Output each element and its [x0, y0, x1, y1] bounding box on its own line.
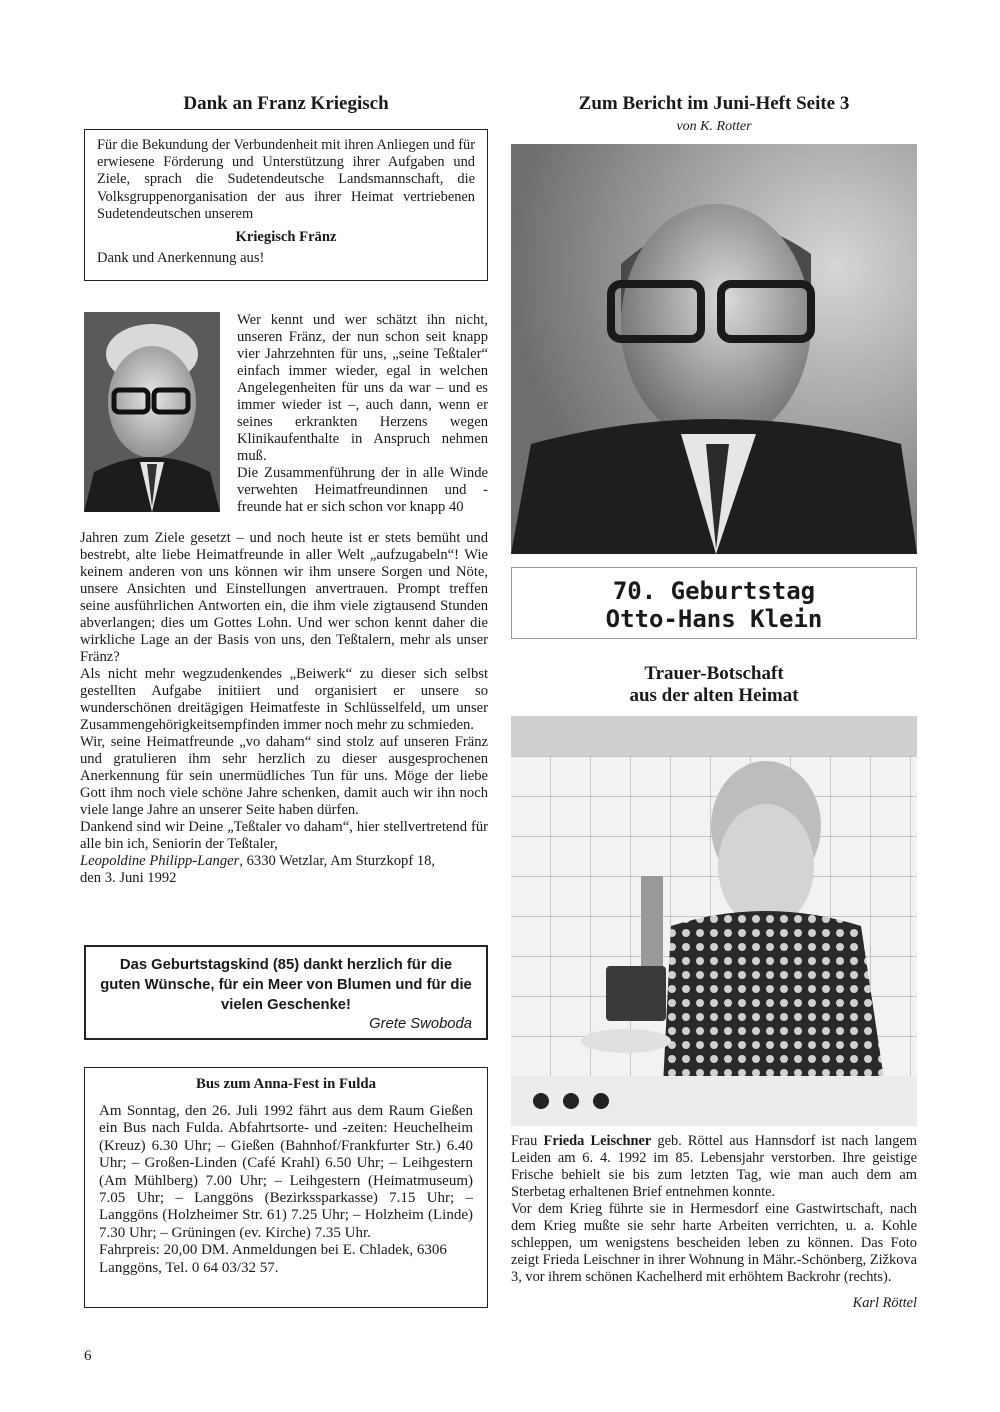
dank-title: Dank an Franz Kriegisch — [183, 93, 389, 114]
thanks-text: Das Geburtstagskind (85) dankt herzlich für die guten Wünsche, für ein Meer von Blumen und für die vielen Geschenke! — [100, 957, 472, 1013]
article-signature-name: Leopoldine Philipp-Langer — [80, 853, 240, 869]
birthday-line1: 70. Geburtstag — [612, 577, 816, 605]
bus-box — [84, 1067, 488, 1308]
thanks-signature: Grete Swoboda — [369, 1016, 472, 1032]
birthday-box — [511, 567, 917, 639]
photo-caption — [511, 1133, 917, 1286]
bericht-byline: von K. Rotter — [676, 119, 752, 134]
bericht-title: Zum Bericht im Juni-Heft Seite 3 — [578, 93, 850, 114]
article-signature-address: , 6330 Wetzlar, Am Sturzkopf 18, — [239, 853, 436, 869]
article-p1: Wer kennt und wer schätzt ihn nicht, unseren Fränz, der nun schon seit knapp vier Jahrzehnten für uns, „seine Teßtaler“ einfach immer wieder, egal in welchen Angelegenheiten für uns da war – und es immer wieder ist –, auch dann, wenn er seines erkrankten Herzens wegen Klinikaufenthalte in Anspruch nehmen muß. — [237, 312, 488, 464]
bus-title: Bus zum Anna-Fest in Fulda — [195, 1076, 377, 1092]
portrait-franz-kriegisch — [84, 312, 220, 512]
bus-price: Fahrpreis: 20,00 DM. Anmeldungen bei E. Chladek, 6306 Langgöns, Tel. 0 64 03/32 57. — [99, 1242, 447, 1276]
thanks-box — [84, 945, 488, 1040]
article-p2b: Jahren zum Ziele gesetzt – und noch heute ist er stets bemüht und bestrebt, alte liebe Heimatfreunde in aller Welt „aufzugabeln“! Wie keinem anderen von uns können wir ihm unsere Sorgen und Nöte, unsere Ansichten und Einstellungen anvertrauen. Prompt treffen seine ausführlichen Antworten ein, die ihm viele zigtausend Stunden abverlangen; dies um Gottes Lohn. Und wer schon kennt daher die wirkliche Lage an der Basis von uns, den Teßtalern, mehr als unser Fränz? — [80, 530, 488, 665]
dank-box — [84, 129, 488, 281]
trauer-line1: Trauer-Botschaft — [644, 663, 784, 684]
caption-text: geb. Röttel aus Hannsdorf ist nach langem Leiden am 6. 4. 1992 im 85. Lebensjahr verstorben. Ihre geistige Frische behielt sie bis zum letzten Tag, wie man auch dem am Sterbetag erhaltenen Brief entnehmen konnte. — [511, 1133, 917, 1200]
article-date: den 3. Juni 1992 — [80, 870, 177, 886]
article-p3: Als nicht mehr wegzudenkendes „Beiwerk“ zu dieser sich selbst gestellten Aufgabe initiiert und organisiert er unsere so wunderschönen dreitägigen Heimatfeste in Schlüsselfeld, um unser Zusammengehörigkeitsempfinden immer noch mehr zu schmieden. — [80, 666, 488, 733]
trauer-title — [511, 663, 917, 707]
caption-signature: Karl Röttel — [852, 1295, 917, 1311]
caption-p2: Vor dem Krieg führte sie in Hermesdorf eine Gastwirtschaft, nach dem Krieg mußte sie sehr harte Arbeiten verrichten, u. a. Kohle schleppen, um wenigstens bescheiden leben zu können. Das Foto zeigt Frieda Leischner in ihrer Wohnung in Mähr.-Schönberg, Zižkova 3, vor ihrem schönen Kachelherd mit erhöhtem Backrohr (rechts). — [511, 1201, 917, 1285]
article-body — [80, 530, 488, 887]
article-p2a: Die Zusammenführung der in alle Winde verwehten Heimatfreundinnen und -freunde hat er sich schon vor knapp 40 — [237, 465, 488, 515]
dank-box-name: Kriegisch Fränz — [235, 229, 337, 246]
birthday-line2: Otto-Hans Klein — [605, 605, 823, 633]
bus-text: Am Sonntag, den 26. Juli 1992 fährt aus dem Raum Gießen ein Bus nach Fulda. Abfahrtsorte- und -zeiten: Heuchelheim (Kreuz) 6.30 Uhr; – Gießen (Bahnhof/Frankfurter Str.) 6.40 Uhr; – Großen-Linden (Café Krahl) 6.50 Uhr; – Leihgestern (Am Mühlberg) 7.00 Uhr; – Leihgestern (Heimatmuseum) 7.05 Uhr; – Langgöns (Bezirkssparkasse) 7.15 Uhr; – Langgöns (Holzheimer Str. 61) 7.25 Uhr; – Holzheim (Linde) 7.30 Uhr; – Grüningen (ev. Kirche) 7.35 Uhr. — [99, 1103, 473, 1241]
dank-box-end: Dank und Anerkennung aus! — [97, 250, 265, 267]
dank-box-text: Für die Bekundung der Verbundenheit mit ihren Anliegen und für erwiesene Förderung und Unterstützung ihrer Aufgaben und Ziele, sprach die Sudetendeutsche Landsmannschaft, die Volksgruppenorganisation der aus ihrer Heimat vertriebenen Sudetendeutschen unserem — [97, 137, 475, 222]
article-signature — [80, 853, 488, 870]
caption-pre: Frau — [511, 1133, 544, 1149]
page-number: 6 — [84, 1348, 92, 1364]
article-p5: Dankend sind wir Deine „Teßtaler vo daham“, hier stellvertretend für alle bin ich, Seniorin der Teßtaler, — [80, 819, 488, 852]
portrait-otto-hans-klein — [511, 144, 917, 554]
article-intro — [237, 312, 488, 516]
photo-frieda-leischner — [511, 716, 917, 1126]
article-p4: Wir, seine Heimatfreunde „vo daham“ sind stolz auf unseren Fränz und gratulieren ihm sehr herzlich zu dieser ausgesprochenen Anerkennung für sein unermüdliches Tun für uns. Möge der liebe Gott ihm noch viele schöne Jahre schenken, damit auch wir ihn noch viele lange Jahre an unserer Seite haben dürfen. — [80, 734, 488, 818]
caption-name: Frieda Leischner — [543, 1133, 652, 1149]
caption-p1 — [511, 1133, 917, 1201]
trauer-line2: aus der alten Heimat — [629, 685, 799, 706]
